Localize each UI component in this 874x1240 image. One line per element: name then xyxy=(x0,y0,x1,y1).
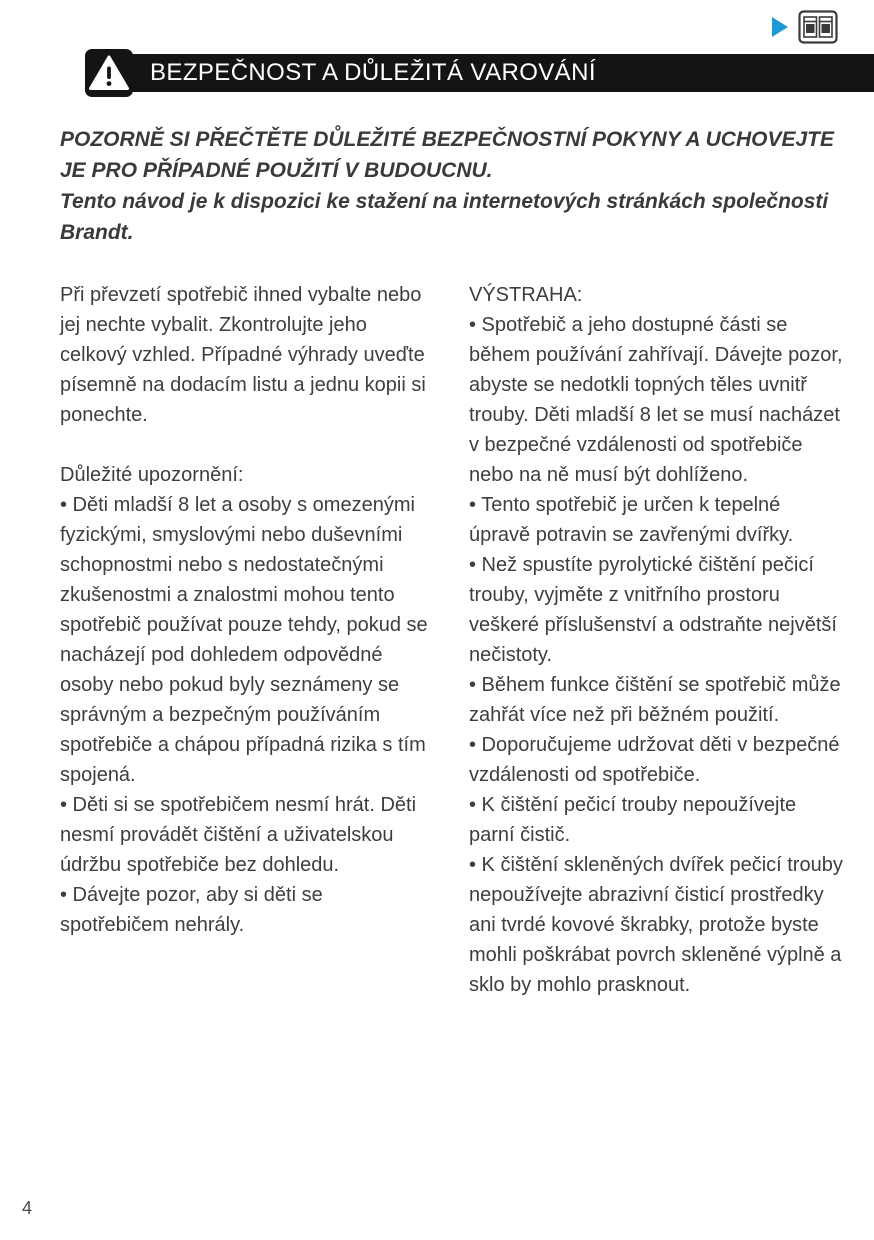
paragraph: • Během funkce čištění se spotřebič může zahřát více než při běžném použití. xyxy=(469,674,841,726)
paragraph: • Doporučujeme udržovat děti v bezpečné vzdálenosti od spotřebiče. xyxy=(469,734,840,786)
body-columns xyxy=(60,280,845,1000)
warning-triangle-icon xyxy=(85,49,133,97)
paragraph: • Děti si se spotřebičem nesmí hrát. Děti nesmí provádět čištění a uživatelskou údržbu spotřebiče bez dohledu. xyxy=(60,794,417,876)
section-header-bar xyxy=(100,54,874,92)
paragraph: • Děti mladší 8 let a osoby s omezenými fyzickými, smyslovými nebo duševními schopnostmi nebo s nedostatečnými zkušenostmi a znalostmi mohou tento spotřebič používat pouze tehdy, pokud se nacházejí pod dohledem odpovědné osoby nebo pokud byly seznámeny se správným a bezpečným používáním spotřebiče a chápou případná rizika s tím spojená. xyxy=(60,494,428,786)
paragraph: • Než spustíte pyrolytické čištění pečicí trouby, vyjměte z vnitřního prostoru veškeré příslušenství a odstraňte největší nečistoty. xyxy=(469,554,837,666)
paragraph: • Spotřebič a jeho dostupné části se během používání zahřívají. Dávejte pozor, abyste se nedotkli topných těles uvnitř trouby. Děti mladší 8 let se musí nacházet v bezpečné vzdálenosti od spotřebiče nebo na ně musí být dohlíženo. xyxy=(469,314,843,486)
paragraph: VÝSTRAHA: xyxy=(469,284,583,306)
paragraph: Důležité upozornění: xyxy=(60,464,244,486)
paragraph: • K čištění skleněných dvířek pečicí trouby nepoužívejte abrazivní čisticí prostředky ani tvrdé kovové škrabky, protože byste mohli poškrábat povrch skleněné výplně a sklo by mohlo prasknout. xyxy=(469,854,843,996)
paragraph: • Tento spotřebič je určen k tepelné úpravě potravin se zavřenými dvířky. xyxy=(469,494,794,546)
intro-block xyxy=(60,124,836,248)
page-number: 4 xyxy=(22,1198,33,1218)
intro-download-note: Tento návod je k dispozici ke stažení na internetových stránkách společnosti Brandt. xyxy=(60,190,829,244)
double-oven-icon xyxy=(798,10,838,44)
paragraph: Při převzetí spotřebič ihned vybalte nebo jej nechte vybalit. Zkontrolujte jeho celkový vzhled. Případné výhrady uveďte písemně na dodacím listu a jednu kopii si ponechte. xyxy=(60,284,426,426)
paragraph: • Dávejte pozor, aby si děti se spotřebičem nehrály. xyxy=(60,884,323,936)
section-title: BEZPEČNOST A DŮLEŽITÁ VAROVÁNÍ xyxy=(150,59,596,86)
right-column xyxy=(469,280,845,1000)
paragraph: • K čištění pečicí trouby nepoužívejte parní čistič. xyxy=(469,794,797,846)
section-header xyxy=(0,49,874,97)
top-icons xyxy=(771,10,838,44)
intro-warning-text: POZORNĚ SI PŘEČTĚTE DŮLEŽITÉ BEZPEČNOSTNÍ POKYNY A UCHOVEJTE JE PRO PŘÍPADNÉ POUŽITÍ V BUDOUCNU. xyxy=(60,128,834,182)
left-column xyxy=(60,280,436,1000)
play-triangle-icon xyxy=(771,16,789,38)
